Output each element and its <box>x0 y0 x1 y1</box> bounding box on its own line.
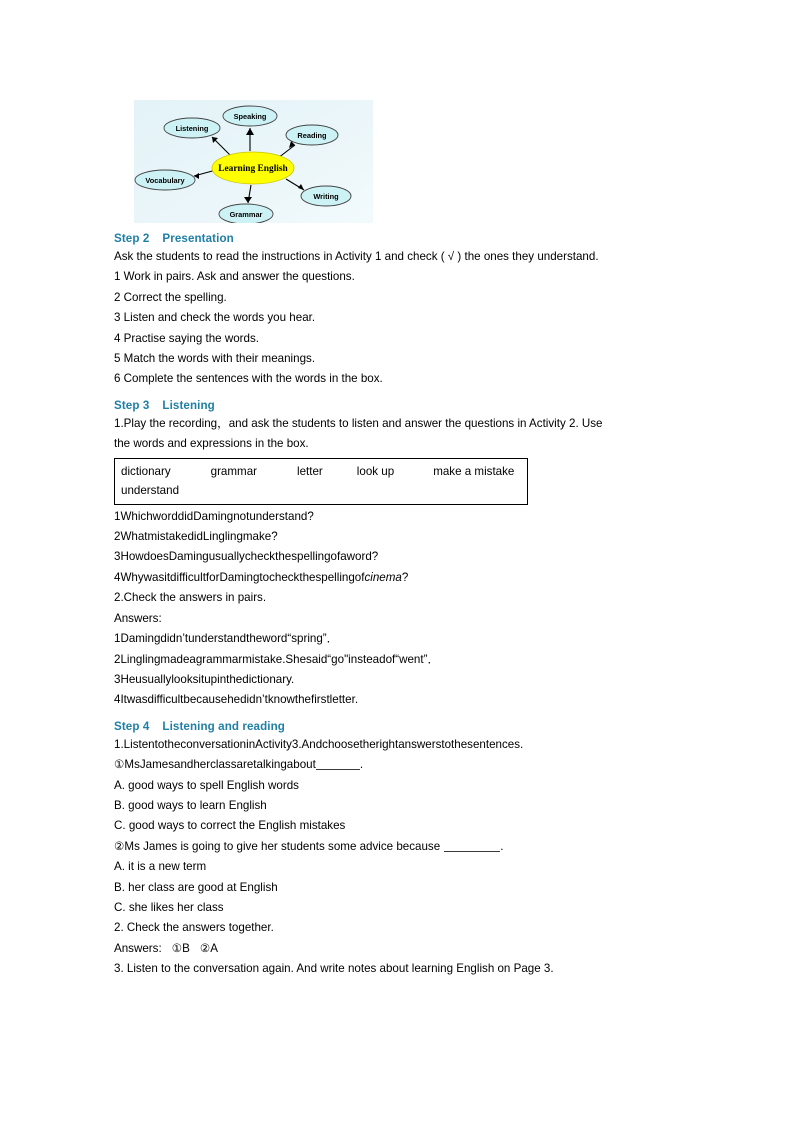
step4-q1-option-c[interactable]: C. good ways to correct the English mistakes <box>114 819 346 833</box>
step4-task3: 3. Listen to the conversation again. And write notes about learning English on Page 3. <box>114 962 554 976</box>
step3-answer-3: 3Heusuallylooksitupinthedictionary. <box>114 672 295 686</box>
step3-q4-italic-cinema: cinema <box>364 570 402 584</box>
word-dictionary: dictionary <box>121 464 171 478</box>
step4-label: Step 4 <box>114 719 150 733</box>
step4-question-2 <box>114 837 680 857</box>
circled-number-2-icon: ② <box>114 839 125 853</box>
word-box-row-1 <box>121 462 521 481</box>
node-label-grammar: Grammar <box>229 210 263 219</box>
step2-item-6: 6 Complete the sentences with the words in the box. <box>114 372 383 386</box>
step4-q1-option-b[interactable]: B. good ways to learn English <box>114 798 267 812</box>
step2-item-2: 2 Correct the spelling. <box>114 290 227 304</box>
mind-map-svg <box>134 100 373 223</box>
step4-q1-option-a[interactable]: A. good ways to spell English words <box>114 778 299 792</box>
step4-answers-label: Answers: <box>114 941 162 955</box>
step4-answers-row <box>114 939 680 959</box>
step3-answer-2: 2Linglingmadeagrammarmistake.Shesaid“go"insteadof“went”． <box>114 652 440 666</box>
step4-q2-stem: Ms James is going to give her students some advice because <box>124 839 441 853</box>
step2-item-4: 4 Practise saying the words. <box>114 331 259 345</box>
circled-number-1-icon: ① <box>114 758 125 772</box>
step3-question-4 <box>114 568 680 588</box>
node-label-listening: Listening <box>175 124 209 133</box>
step4-task1: 1.ListentotheconversationinActivity3.Andchoosetherightanswerstothesentences. <box>114 737 524 751</box>
step4-q1-stem: MsJamesandherclassaretalkingabout <box>124 758 316 772</box>
step4-q2-tail: . <box>500 839 504 853</box>
step3-answer-4: 4Itwasdifficultbecausehedidn’tknowthefirstletter. <box>114 693 359 707</box>
node-label-reading: Reading <box>297 131 327 140</box>
step4-q2-option-b[interactable]: B. her class are good at English <box>114 880 278 894</box>
step2-item-5: 5 Match the words with their meanings. <box>114 352 316 366</box>
step4-q1-blank[interactable] <box>316 769 360 770</box>
word-make-a-mistake: make a mistake <box>433 464 515 478</box>
step3-answer-1: 1Damingdidn’tunderstandtheword“spring”． <box>114 632 339 646</box>
step3-q4-post: ? <box>401 570 409 584</box>
step3-question-2: 2WhatmistakedidLinglingmake? <box>114 530 278 544</box>
node-label-vocabulary: Vocabulary <box>145 176 185 185</box>
step3-question-3: 3HowdoesDamingusuallycheckthespellingofaword? <box>114 550 379 564</box>
step2-intro: Ask the students to read the instructions in Activity 1 and check ( √ ) the ones they understand. <box>114 250 599 263</box>
step4-task2: 2. Check the answers together. <box>114 921 274 935</box>
word-look-up: look up <box>356 464 395 478</box>
center-label-learning-english: Learning English <box>218 164 288 174</box>
step3-heading <box>114 399 680 412</box>
vocabulary-word-box <box>114 458 528 505</box>
step2-heading <box>114 232 680 245</box>
step2-title: Presentation <box>162 232 234 245</box>
step4-q1-tail: . <box>359 758 364 772</box>
step4-q2-option-a[interactable]: A. it is a new term <box>114 860 207 874</box>
step4-q2-option-c[interactable]: C. she likes her class <box>114 900 224 914</box>
step2-item-1: 1 Work in pairs. Ask and answer the questions. <box>114 270 355 284</box>
step4-heading <box>114 720 680 733</box>
step4-answer-2: ②A <box>199 941 218 955</box>
step4-q2-blank[interactable] <box>444 851 500 852</box>
step3-q4-pre: 4WhywasitdifficultforDamingtocheckthespellingof <box>114 570 365 584</box>
step3-title: Listening <box>162 398 215 412</box>
step3-label: Step 3 <box>114 398 150 412</box>
step3-task1-line2: the words and expressions in the box. <box>114 437 309 451</box>
word-grammar: grammar <box>210 464 258 478</box>
word-letter: letter <box>297 464 323 478</box>
document-content <box>114 100 680 980</box>
learning-english-mind-map <box>134 100 373 223</box>
step3-task2: 2.Check the answers in pairs. <box>114 591 267 605</box>
step4-answer-1: ①B <box>171 941 190 955</box>
node-label-writing: Writing <box>313 192 339 201</box>
step3-question-1: 1WhichworddidDamingnotunderstand? <box>114 509 314 523</box>
step2-label: Step 2 <box>114 232 150 245</box>
step2-item-3: 3 Listen and check the words you hear. <box>114 311 316 325</box>
node-label-speaking: Speaking <box>233 112 267 121</box>
step3-task1-line1: 1.Play the recording，and ask the students to listen and answer the questions in Activity 2. Use <box>114 416 603 430</box>
word-understand: understand <box>121 483 180 497</box>
step4-title: Listening and reading <box>162 719 285 733</box>
step3-answers-label: Answers: <box>114 611 162 625</box>
step4-question-1 <box>114 755 680 775</box>
